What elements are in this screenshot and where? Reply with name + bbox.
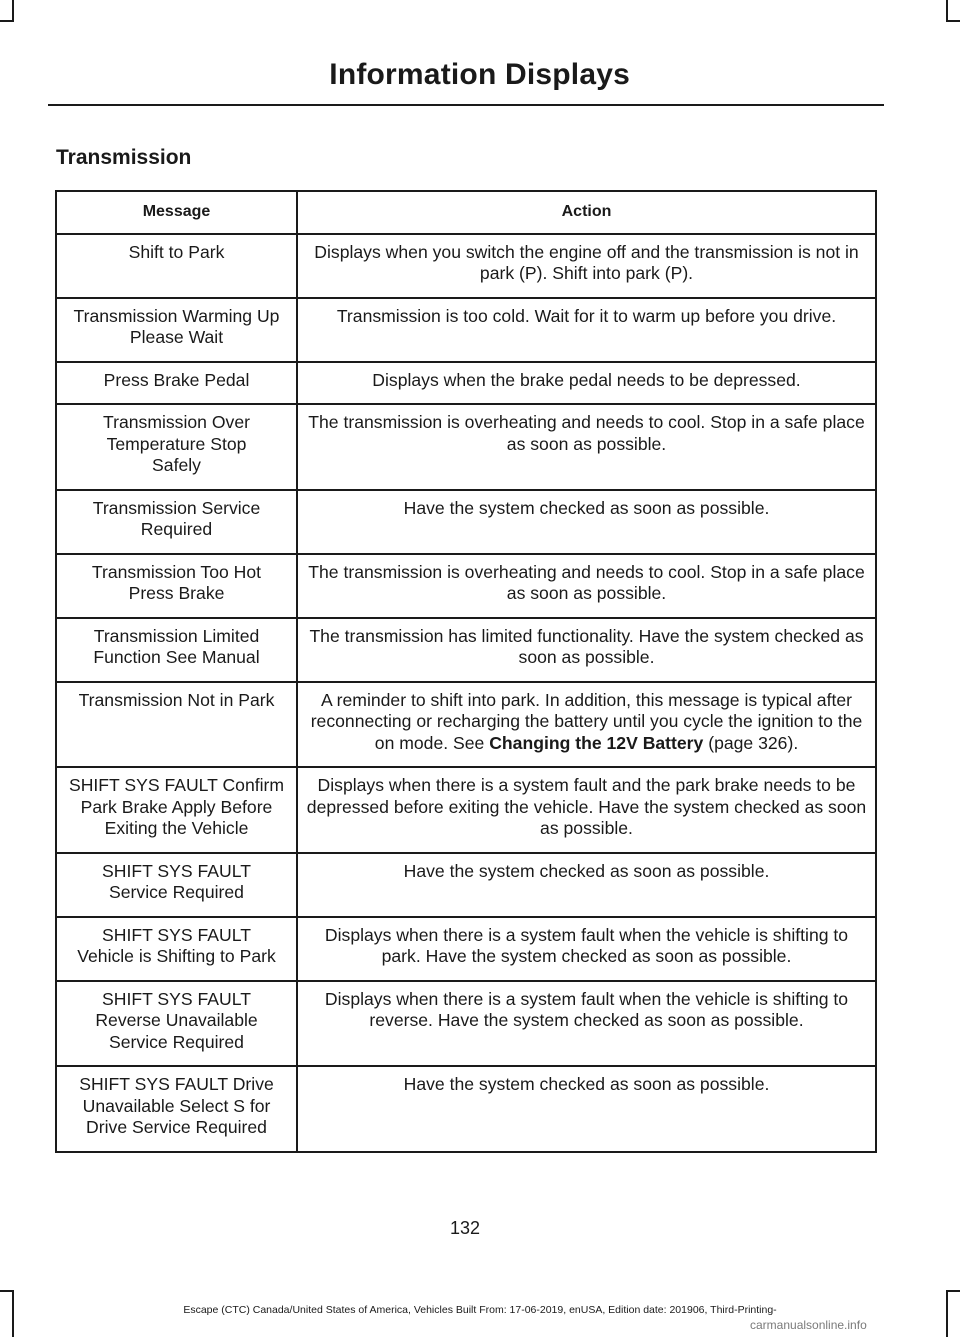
crop-mark-top-left-v <box>12 0 14 22</box>
message-cell: Transmission Service Required <box>56 490 297 554</box>
message-cell: Transmission Not in Park <box>56 682 297 768</box>
page-header: Information Displays <box>329 58 630 91</box>
table-row <box>56 554 876 618</box>
message-cell: SHIFT SYS FAULT Service Required <box>56 853 297 917</box>
page-number: 132 <box>449 1218 481 1238</box>
action-cell: The transmission is overheating and needs to cool. Stop in a safe place as soon as possible. <box>297 554 876 618</box>
message-cell: Transmission Warming Up Please Wait <box>56 298 297 362</box>
crop-mark-top-right-h <box>946 20 960 22</box>
table-header-row <box>56 191 876 234</box>
header-rule <box>48 104 884 106</box>
message-cell: Transmission Over Temperature Stop Safely <box>56 404 297 490</box>
edition-footer: Escape (CTC) Canada/United States of America, Vehicles Built From: 17-06-2019, enUSA, Edition date: 201906, Third-Printing- <box>183 1304 777 1316</box>
cross-reference-link[interactable]: Changing the 12V Battery <box>489 732 704 753</box>
crop-mark-bottom-right-h <box>946 1290 960 1292</box>
action-cell: Have the system checked as soon as possible. <box>297 1066 876 1152</box>
action-cell: Transmission is too cold. Wait for it to warm up before you drive. <box>297 298 876 362</box>
crop-mark-top-left-h <box>0 20 14 22</box>
message-cell: SHIFT SYS FAULT Vehicle is Shifting to Park <box>56 917 297 981</box>
message-cell: SHIFT SYS FAULT Reverse Unavailable Service Required <box>56 981 297 1067</box>
table-row <box>56 917 876 981</box>
table-row <box>56 618 876 682</box>
page-reference: (page 326). <box>703 732 799 753</box>
header-message: Message <box>56 191 297 234</box>
table-row <box>56 298 876 362</box>
message-cell: Shift to Park <box>56 234 297 298</box>
message-cell: SHIFT SYS FAULT Drive Unavailable Select S for Drive Service Required <box>56 1066 297 1152</box>
table-row <box>56 981 876 1067</box>
header-action: Action <box>297 191 876 234</box>
message-cell: Transmission Too Hot Press Brake <box>56 554 297 618</box>
table-row <box>56 1066 876 1152</box>
crop-mark-bottom-left-h <box>0 1290 14 1292</box>
message-cell: Transmission Limited Function See Manual <box>56 618 297 682</box>
action-cell: Displays when there is a system fault and the park brake needs to be depressed before exiting the vehicle. Have the system checked as soon as possible. <box>297 767 876 853</box>
table-row <box>56 853 876 917</box>
action-cell: The transmission is overheating and needs to cool. Stop in a safe place as soon as possible. <box>297 404 876 490</box>
action-cell: The transmission has limited functionality. Have the system checked as soon as possible. <box>297 618 876 682</box>
crop-mark-top-right-v <box>946 0 948 22</box>
action-text: A reminder to shift into park. In addition, this message is typical after reconnecting or recharging the battery until you cycle the ignition to the on mode. See <box>310 689 863 753</box>
table-row <box>56 490 876 554</box>
action-cell: Displays when you switch the engine off and the transmission is not in park (P). Shift into park (P). <box>297 234 876 298</box>
message-cell: Press Brake Pedal <box>56 362 297 405</box>
message-cell: SHIFT SYS FAULT Confirm Park Brake Apply Before Exiting the Vehicle <box>56 767 297 853</box>
action-cell: Displays when the brake pedal needs to be depressed. <box>297 362 876 405</box>
action-cell: Displays when there is a system fault when the vehicle is shifting to reverse. Have the system checked as soon as possible. <box>297 981 876 1067</box>
action-cell: Displays when there is a system fault when the vehicle is shifting to park. Have the system checked as soon as possible. <box>297 917 876 981</box>
section-title: Transmission <box>56 146 192 169</box>
table-row <box>56 234 876 298</box>
table-row <box>56 362 876 405</box>
table-row <box>56 404 876 490</box>
table-row <box>56 767 876 853</box>
action-cell: Have the system checked as soon as possible. <box>297 490 876 554</box>
action-cell <box>297 682 876 768</box>
action-cell: Have the system checked as soon as possible. <box>297 853 876 917</box>
messages-table <box>55 190 877 1153</box>
watermark: carmanualsonline.info <box>750 1318 867 1332</box>
table-row <box>56 682 876 768</box>
